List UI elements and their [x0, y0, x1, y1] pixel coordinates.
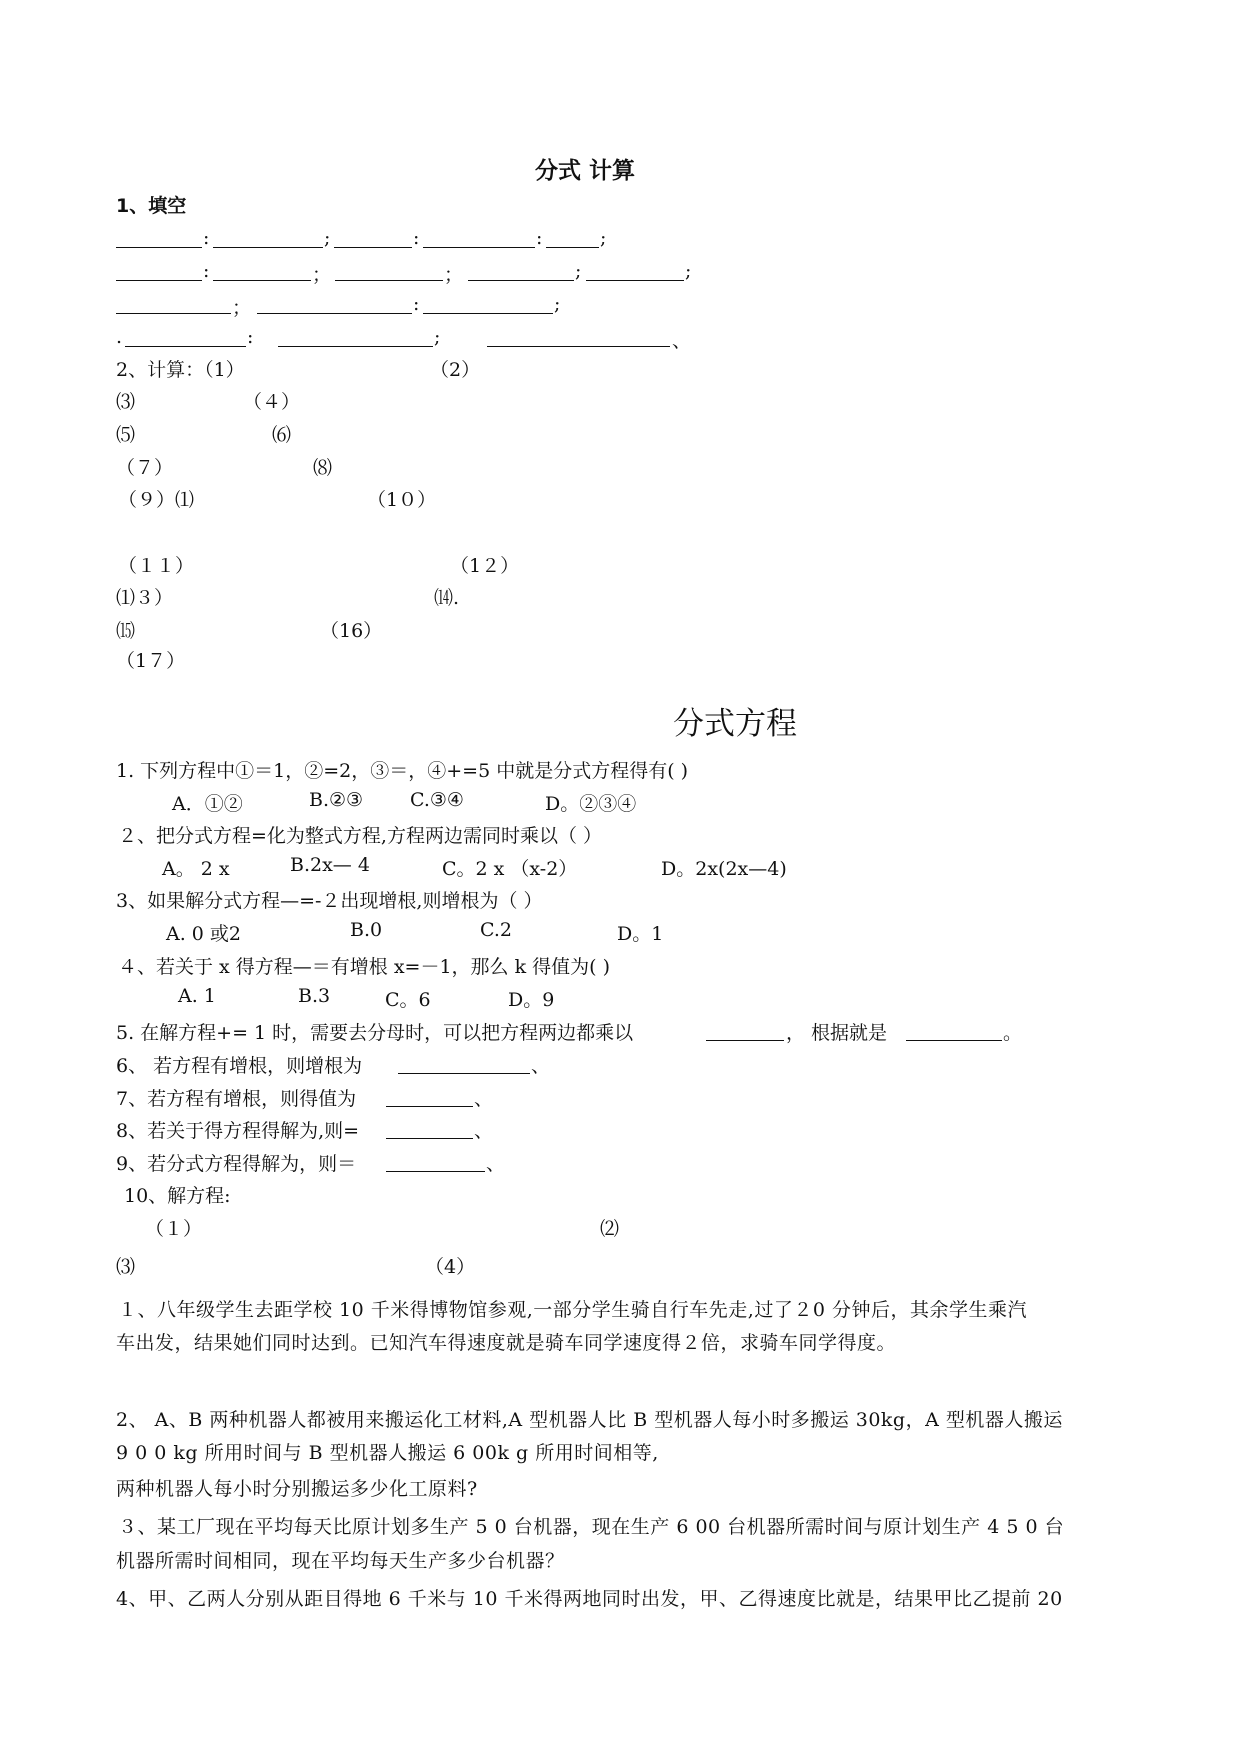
answer-blank[interactable]: [116, 280, 202, 281]
separator-lead: .: [116, 326, 123, 348]
answer-blank[interactable]: [487, 346, 670, 347]
equation-label: （4）: [425, 1256, 476, 1278]
calc-label: （９）⑴: [118, 489, 195, 511]
word-problem-3-line-2: 机器所需时间相同，现在平均每天生产多少台机器？: [116, 1550, 565, 1572]
separator: ；: [444, 264, 464, 286]
separator: ;: [324, 227, 331, 249]
separator: ;: [575, 260, 582, 282]
answer-blank[interactable]: [423, 313, 553, 314]
separator: :: [413, 227, 420, 249]
answer-blank[interactable]: [213, 280, 311, 281]
answer-blank[interactable]: [398, 1073, 530, 1074]
answer-blank[interactable]: [586, 280, 684, 281]
answer-blank[interactable]: [335, 280, 443, 281]
answer-blank[interactable]: [468, 280, 574, 281]
option-d[interactable]: D。2x(2x—4): [661, 858, 787, 880]
question-6-text: 6、 若方程有增根，则增根为: [116, 1055, 363, 1077]
option-a[interactable]: A. 0 或2: [166, 923, 242, 945]
word-problem-4-line-1: 4、甲、乙两人分别从距目得地 6 千米与 10 千米得两地同时出发，甲、乙得速度比就是，结果甲比乙提前 20: [116, 1588, 1063, 1610]
word-problem-3-line-1: ３、某工厂现在平均每天比原计划多生产 5 0 台机器，现在生产 6 00 台机器所需时间与原计划生产 4 5 0 台: [118, 1516, 1065, 1538]
separator: :: [536, 227, 543, 249]
separator: ;: [600, 227, 607, 249]
separator: :: [203, 227, 210, 249]
calc-label: （１１）: [118, 555, 195, 577]
question-8-end: 、: [474, 1120, 494, 1142]
calc-label: 2、计算：（1）: [116, 359, 245, 381]
option-a[interactable]: A．①②: [172, 793, 243, 815]
question-5-text: 5. 在解方程+= 1 时，需要去分母时，可以把方程两边都乘以: [116, 1022, 634, 1044]
answer-blank[interactable]: [334, 247, 412, 248]
separator: ；: [312, 264, 332, 286]
question-7-text: 7、若方程有增根，则得值为: [116, 1088, 357, 1110]
option-b[interactable]: B.2x— 4: [290, 854, 370, 876]
answer-blank[interactable]: [546, 247, 599, 248]
question-5-end: 。: [1003, 1022, 1023, 1044]
calc-label: ⑴３）: [116, 587, 174, 609]
question-1-stem: 1. 下列方程中①＝1，②=2，③＝，④+=5 中就是分式方程得有( ): [116, 760, 689, 782]
separator: 、: [672, 330, 692, 352]
separator: ;: [434, 326, 441, 348]
answer-blank[interactable]: [116, 247, 202, 248]
answer-blank[interactable]: [906, 1040, 1002, 1041]
word-problem-1-line-1: １、八年级学生去距学校 10 千米得博物馆参观,一部分学生骑自行车先走,过了２0 分钟后，其余学生乘汽: [118, 1299, 1027, 1321]
equation-label: （１）: [145, 1218, 203, 1240]
option-a[interactable]: A. 1: [178, 985, 216, 1007]
section-title-fractional-equations: 分式方程: [673, 706, 797, 742]
word-problem-2-line-2: 9 0 0 kg 所用时间与 B 型机器人搬运 6 00k g 所用时间相等,: [116, 1442, 659, 1464]
answer-blank[interactable]: [386, 1138, 473, 1139]
option-a[interactable]: A。 2 x: [162, 858, 230, 880]
question-2-stem: ２、把分式方程=化为整式方程,方程两边需同时乘以（ ）: [118, 825, 603, 847]
calc-label: ⑶: [116, 391, 136, 413]
answer-blank[interactable]: [386, 1171, 485, 1172]
calc-label: （16）: [320, 620, 383, 642]
word-problem-2-line-3: 两种机器人每小时分别搬运多少化工原料?: [116, 1478, 478, 1500]
option-d[interactable]: D。1: [617, 923, 664, 945]
question-6-end: 、: [531, 1055, 551, 1077]
separator: ;: [554, 293, 561, 315]
word-problem-2-line-1: 2、 A、B 两种机器人都被用来搬运化工材料,A 型机器人比 B 型机器人每小时多搬运 30kg，A 型机器人搬运: [116, 1409, 1063, 1431]
option-c[interactable]: C.2: [480, 919, 512, 941]
calc-label: （1７）: [116, 650, 186, 672]
question-8-text: 8、若关于得方程得解为,则=: [116, 1120, 360, 1142]
calc-label: （1２）: [450, 555, 520, 577]
calc-label: ⑻: [313, 457, 333, 479]
answer-blank[interactable]: [423, 247, 535, 248]
question-5-text-2: ， 根据就是: [786, 1022, 888, 1044]
option-c[interactable]: C。2 x （x-2）: [442, 858, 578, 880]
answer-blank[interactable]: [213, 247, 323, 248]
question-3-stem: 3、如果解分式方程—=-２出现增根,则增根为（ ）: [116, 890, 543, 912]
answer-blank[interactable]: [116, 313, 231, 314]
answer-blank[interactable]: [257, 313, 412, 314]
option-d[interactable]: D。②③④: [545, 793, 637, 815]
separator: ;: [685, 260, 692, 282]
question-9-end: 、: [486, 1153, 506, 1175]
option-c[interactable]: C.③④: [410, 789, 464, 811]
calc-label: （４）: [243, 391, 301, 413]
calc-label: ⒁.: [434, 587, 460, 609]
question-7-end: 、: [474, 1088, 494, 1110]
answer-blank[interactable]: [706, 1040, 784, 1041]
page-title: 分式 计算: [535, 158, 636, 184]
calc-label: （1０）: [367, 489, 437, 511]
question-9-text: 9、若分式方程得解为，则＝: [116, 1153, 357, 1175]
equation-label: ⑵: [600, 1218, 620, 1240]
question-4-stem: ４、若关于 x 得方程—＝有增根 x=－1，那么 k 得值为( ): [118, 956, 611, 978]
calc-label: ⑹: [272, 424, 292, 446]
question-10-stem: 10、解方程:: [124, 1185, 231, 1207]
answer-blank[interactable]: [278, 346, 433, 347]
separator: ；: [232, 297, 252, 319]
option-b[interactable]: B.②③: [309, 789, 364, 811]
option-d[interactable]: D。9: [508, 989, 555, 1011]
calc-label: （2）: [430, 359, 481, 381]
calc-label: ⑸: [116, 424, 136, 446]
calc-label: （７）: [116, 457, 174, 479]
word-problem-1-line-2: 车出发，结果她们同时达到。已知汽车得速度就是骑车同学速度得２倍，求骑车同学得度。: [116, 1332, 897, 1354]
separator: :: [247, 326, 254, 348]
equation-label: ⑶: [116, 1256, 136, 1278]
option-b[interactable]: B.3: [298, 985, 331, 1007]
calc-label: ⒂: [116, 620, 136, 642]
option-b[interactable]: B.0: [350, 919, 383, 941]
separator: :: [413, 293, 420, 315]
answer-blank[interactable]: [386, 1106, 473, 1107]
option-c[interactable]: C。6: [385, 989, 431, 1011]
section-heading-fill-blank: 1、填空: [116, 195, 187, 217]
answer-blank[interactable]: [125, 346, 246, 347]
separator: :: [203, 260, 210, 282]
